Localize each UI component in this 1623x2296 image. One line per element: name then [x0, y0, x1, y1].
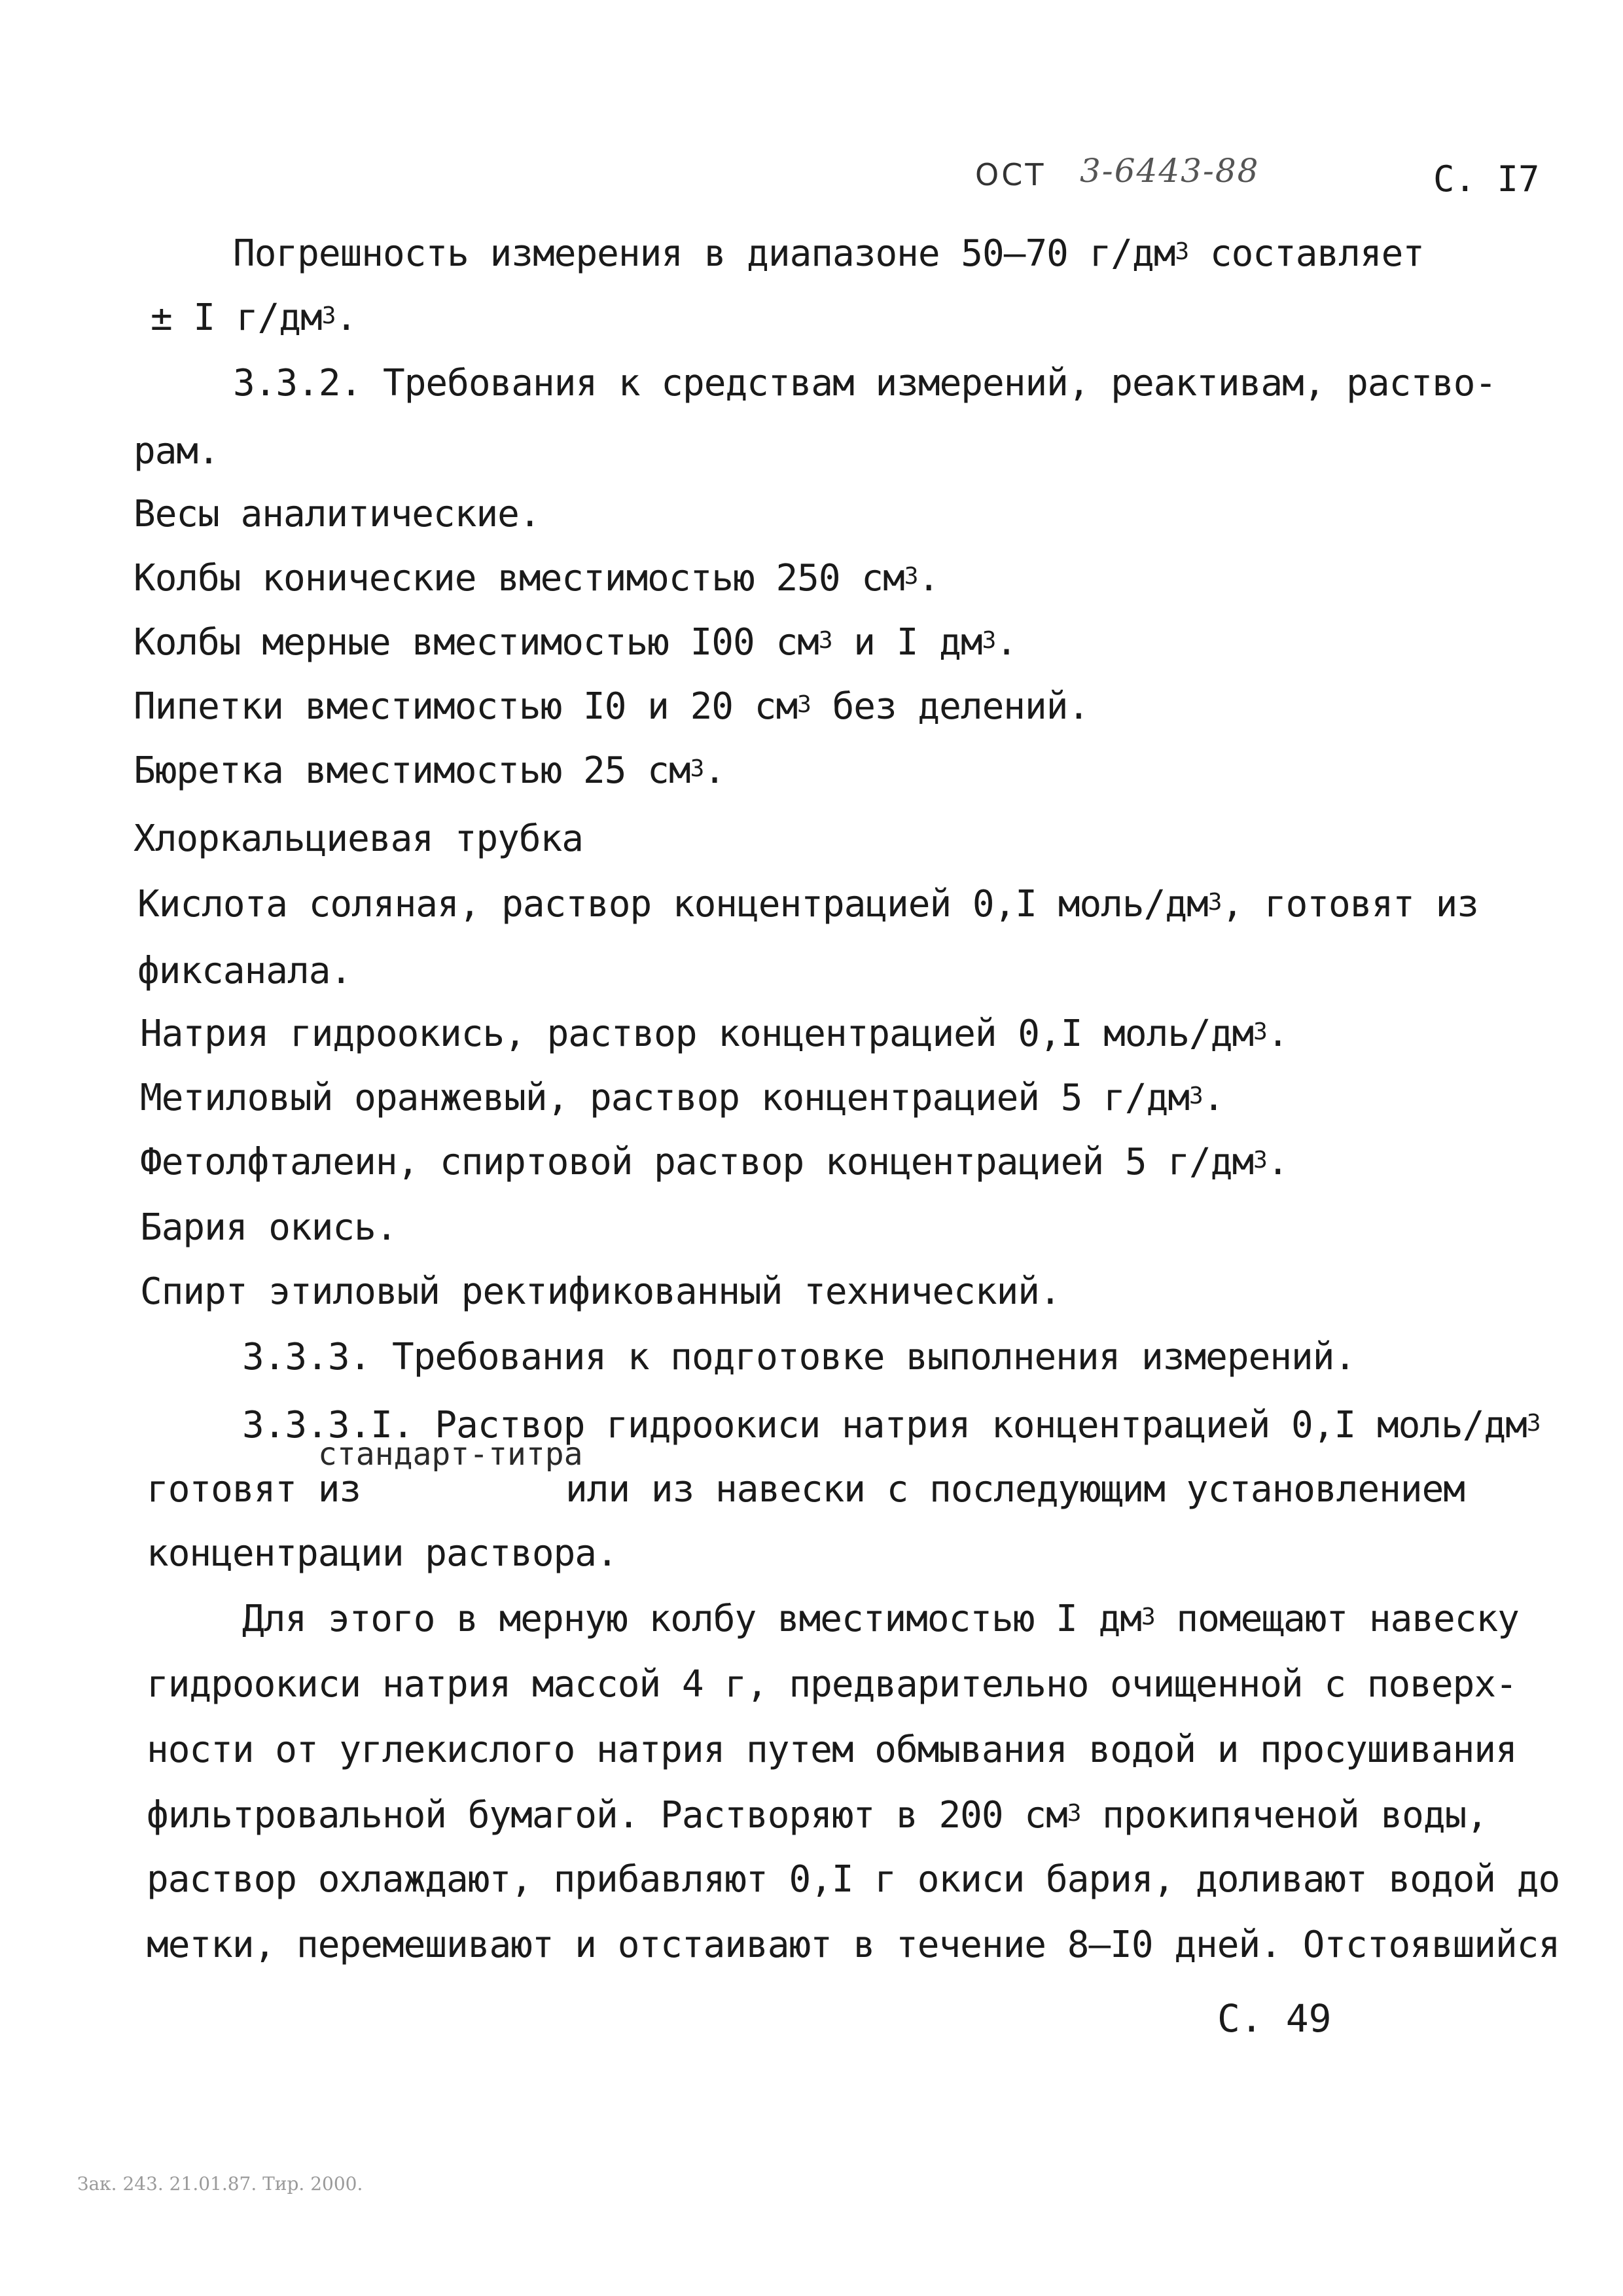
- superscript-3: 3: [1067, 1800, 1081, 1827]
- text-line-1-part-b: составляет: [1188, 232, 1425, 275]
- text-line-7-part-b: и I дм: [832, 621, 982, 664]
- text-line-15-part-a: Фетолфталеин, спиртовой раствор концентрацией 5 г/дм: [140, 1141, 1254, 1183]
- superscript-3: 3: [1141, 1604, 1155, 1630]
- text-line-9-part-b: .: [704, 749, 725, 792]
- text-line-19-part-a: 3.3.3.I. Раствор гидроокиси натрия концентрацией 0,I моль/дм: [242, 1404, 1527, 1446]
- text-line-20-part-b: или из навески с последующим установлением: [565, 1468, 1465, 1511]
- superscript-3: 3: [1175, 238, 1189, 265]
- superscript-3: 3: [982, 627, 996, 654]
- text-line-7: [134, 621, 1017, 664]
- text-line-11-part-a: Кислота соляная, раствор концентрацией 0,I моль/дм: [137, 883, 1208, 925]
- text-line-22-part-a: Для этого в мерную колбу вместимостью I дм: [242, 1598, 1142, 1640]
- text-line-6-part-b: .: [918, 557, 940, 600]
- text-line-11-part-b: , готовят из: [1221, 883, 1479, 925]
- text-line-26: раствор охлаждают, прибавляют 0,I г окиси бария, доливают водой до: [147, 1858, 1560, 1901]
- text-line-1-part-a: Погрешность измерения в диапазоне 50–70 г/дм: [233, 232, 1175, 275]
- text-line-2-part-b: .: [335, 296, 357, 339]
- text-line-8-part-a: Пипетки вместимостью I0 и 20 см: [134, 685, 798, 728]
- superscript-3: 3: [797, 691, 811, 718]
- text-line-24: ности от углекислого натрия путем обмывания водой и просушивания: [147, 1729, 1517, 1771]
- superscript-3: 3: [904, 563, 918, 590]
- page-number: С. 49: [1217, 1996, 1332, 2041]
- text-line-13-part-b: .: [1266, 1013, 1289, 1055]
- text-line-11: [137, 883, 1479, 925]
- text-line-14-part-a: Метиловый оранжевый, раствор концентрацией 5 г/дм: [140, 1077, 1190, 1119]
- superscript-3: 3: [1526, 1410, 1541, 1437]
- text-line-6-part-a: Колбы конические вместимостью 250 см: [134, 557, 904, 600]
- text-line-22-part-b: помещают навеску: [1154, 1598, 1519, 1640]
- text-line-7-part-a: Колбы мерные вместимостью I00 см: [134, 621, 819, 664]
- text-line-2-part-a: ± I г/дм: [151, 296, 322, 339]
- text-line-8-part-b: без делений.: [810, 685, 1090, 728]
- text-line-2: [151, 296, 357, 339]
- text-line-4: рам.: [134, 430, 219, 473]
- superscript-3: 3: [1253, 1018, 1267, 1045]
- superscript-3: 3: [321, 302, 336, 329]
- text-line-25: [147, 1794, 1488, 1837]
- text-line-5: Весы аналитические.: [134, 493, 541, 535]
- text-line-22: [242, 1598, 1519, 1640]
- section-heading-3-3-2: 3.3.2. Требования к средствам измерений, реактивам, раство-: [233, 362, 1497, 404]
- text-line-13: [140, 1013, 1289, 1055]
- superscript-3: 3: [1253, 1147, 1267, 1174]
- text-line-6: [134, 557, 940, 600]
- text-line-23: гидроокиси натрия массой 4 г, предварительно очищенной с поверх-: [147, 1663, 1517, 1706]
- doc-code-prefix: ОСТ: [975, 157, 1046, 192]
- text-line-9-part-a: Бюретка вместимостью 25 см: [134, 749, 690, 792]
- text-line-20-part-a: готовят из: [147, 1468, 361, 1511]
- header-page-label: С. I7: [1433, 158, 1540, 200]
- text-line-25-part-b: прокипяченой воды,: [1080, 1794, 1488, 1837]
- text-line-25-part-a: фильтровальной бумагой. Растворяют в 200 см: [147, 1794, 1067, 1837]
- text-line-7-part-c: .: [995, 621, 1017, 664]
- text-line-13-part-a: Натрия гидроокись, раствор концентрацией 0,I моль/дм: [140, 1013, 1254, 1055]
- text-line-21: концентрации раствора.: [147, 1532, 618, 1575]
- text-line-17: Спирт этиловый ректификованный технический.: [140, 1270, 1061, 1313]
- doc-code-number: 3-6443-88: [1080, 152, 1260, 190]
- section-heading-3-3-3: 3.3.3. Требования к подготовке выполнения измерений.: [242, 1336, 1356, 1378]
- text-line-10: Хлоркальциевая трубка: [134, 817, 584, 860]
- superscript-3: 3: [818, 627, 832, 654]
- text-line-14-part-b: .: [1202, 1077, 1224, 1119]
- text-line-16: Бария окись.: [140, 1206, 397, 1249]
- text-line-15: [140, 1141, 1289, 1183]
- superscript-3: 3: [690, 755, 704, 782]
- text-line-1: [233, 232, 1425, 275]
- inserted-word: стандарт-титра: [318, 1436, 583, 1473]
- text-line-27: метки, перемешивают и отстаивают в течение 8–I0 дней. Отстоявшийся: [147, 1924, 1560, 1966]
- text-line-14: [140, 1077, 1224, 1119]
- print-info: Зак. 243. 21.01.87. Тир. 2000.: [77, 2173, 363, 2195]
- superscript-3: 3: [1189, 1083, 1203, 1109]
- text-line-15-part-b: .: [1266, 1141, 1289, 1183]
- text-line-8: [134, 685, 1090, 728]
- text-line-9: [134, 749, 725, 792]
- text-line-12: фиксанала.: [137, 950, 352, 992]
- superscript-3: 3: [1207, 889, 1222, 916]
